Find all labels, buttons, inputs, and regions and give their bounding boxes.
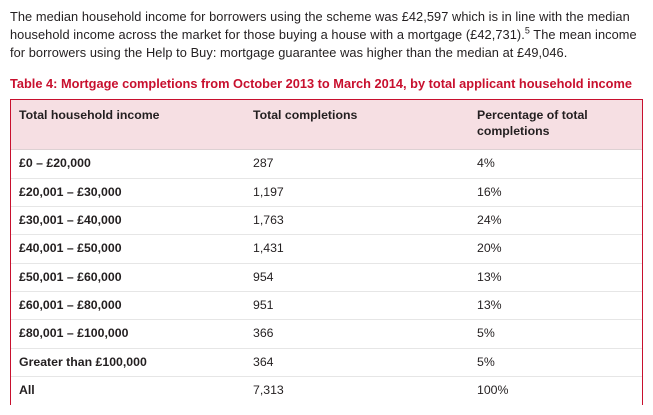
- cell-percentage: 16%: [469, 178, 642, 206]
- footnote-marker: 5: [524, 25, 530, 36]
- cell-total-completions: 1,763: [245, 207, 469, 235]
- cell-total-completions: 364: [245, 348, 469, 376]
- cell-household-income: £60,001 – £80,000: [11, 292, 245, 320]
- intro-paragraph: [10, 8, 643, 62]
- cell-percentage: 13%: [469, 263, 642, 291]
- cell-percentage: 5%: [469, 348, 642, 376]
- cell-household-income: £0 – £20,000: [11, 150, 245, 178]
- cell-household-income: £80,001 – £100,000: [11, 320, 245, 348]
- cell-total-completions: 954: [245, 263, 469, 291]
- cell-percentage: 100%: [469, 377, 642, 405]
- table-body: [11, 150, 642, 405]
- table-row: [11, 207, 642, 235]
- table-row: [11, 348, 642, 376]
- cell-percentage: 13%: [469, 292, 642, 320]
- intro-paragraph-text-continued: The mean income for borrowers using the Help to Buy: mortgage guarantee was higher than the median at £49,046.: [10, 27, 637, 61]
- table-row: [11, 292, 642, 320]
- cell-household-income: All: [11, 377, 245, 405]
- cell-household-income: Greater than £100,000: [11, 348, 245, 376]
- table-row: [11, 377, 642, 405]
- cell-total-completions: 1,431: [245, 235, 469, 263]
- cell-total-completions: 287: [245, 150, 469, 178]
- table-row: [11, 320, 642, 348]
- cell-total-completions: 951: [245, 292, 469, 320]
- column-header-percentage: Percentage of total completions: [469, 100, 642, 149]
- table-header: [11, 100, 642, 149]
- table-container: [10, 99, 643, 404]
- cell-household-income: £50,001 – £60,000: [11, 263, 245, 291]
- table-row: [11, 150, 642, 178]
- cell-total-completions: 366: [245, 320, 469, 348]
- column-header-household-income: Total household income: [11, 100, 245, 149]
- cell-percentage: 4%: [469, 150, 642, 178]
- table-row: [11, 235, 642, 263]
- cell-percentage: 5%: [469, 320, 642, 348]
- table-row: [11, 263, 642, 291]
- cell-total-completions: 7,313: [245, 377, 469, 405]
- cell-household-income: £20,001 – £30,000: [11, 178, 245, 206]
- table-row: [11, 178, 642, 206]
- cell-percentage: 20%: [469, 235, 642, 263]
- cell-household-income: £30,001 – £40,000: [11, 207, 245, 235]
- cell-percentage: 24%: [469, 207, 642, 235]
- cell-total-completions: 1,197: [245, 178, 469, 206]
- mortgage-completions-table: [11, 100, 642, 404]
- column-header-total-completions: Total completions: [245, 100, 469, 149]
- table-caption: Table 4: Mortgage completions from October 2013 to March 2014, by total applicant household income: [10, 76, 632, 92]
- table-header-row: [11, 100, 642, 149]
- cell-household-income: £40,001 – £50,000: [11, 235, 245, 263]
- intro-paragraph-text: The median household income for borrowers using the scheme was £42,597 which is in line with the median household income across the market for those buying a house with a mortgage (£42,731).: [10, 9, 630, 43]
